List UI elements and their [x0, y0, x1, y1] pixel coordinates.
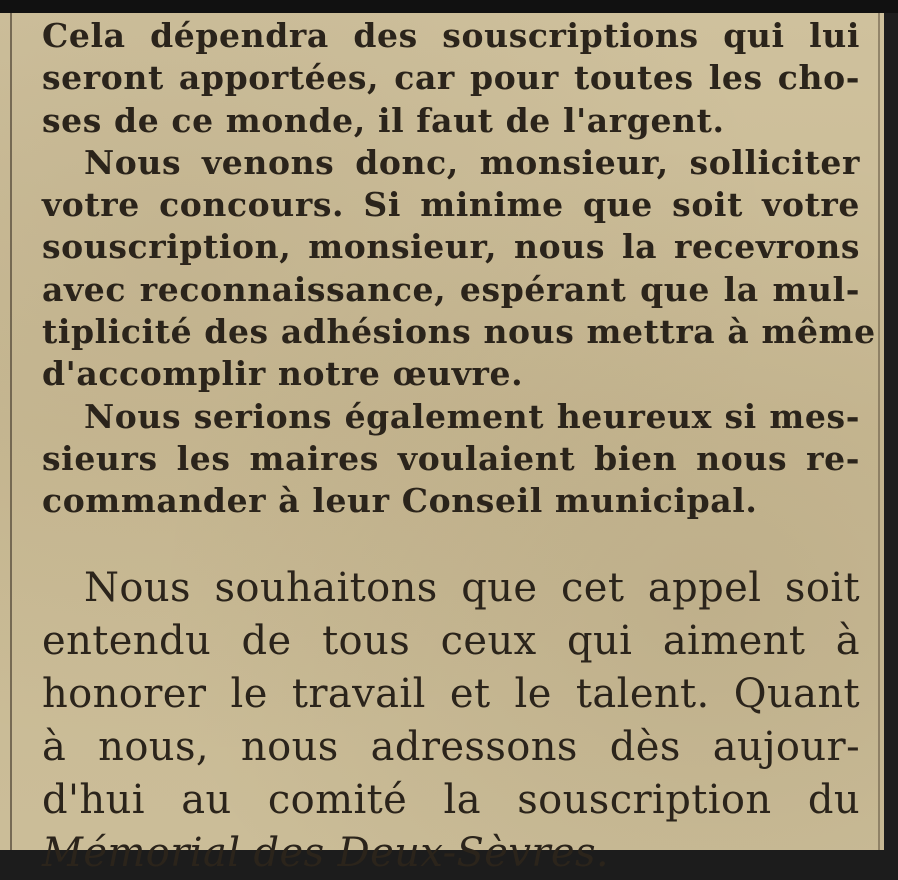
- column-rule-right: [878, 13, 880, 850]
- text-line: ses de ce monde, il faut de l'argent.: [42, 100, 725, 140]
- text-line: commander à leur Conseil municipal.: [42, 481, 758, 521]
- newspaper-signature: Mémorial des Deux-Sèvres.: [42, 830, 610, 876]
- viewer-right-edge: [884, 13, 898, 850]
- column-rule-left: [10, 13, 12, 850]
- text-line: sieurs les maires voulaient bien nous re-: [42, 438, 860, 478]
- text-line: Nous souhaitons que cet appel soit: [84, 565, 860, 611]
- text-line: avec reconnaissance, espérant que la mul-: [42, 269, 860, 309]
- article-text-small: [42, 15, 876, 523]
- text-line: tiplicité des adhésions nous mettra à même: [42, 312, 876, 352]
- text-line: Cela dépendra des souscriptions qui lui: [42, 16, 860, 55]
- viewer-top-bar: [0, 0, 898, 13]
- text-line: d'accomplir notre œuvre.: [42, 354, 524, 394]
- text-line: seront apportées, car pour toutes les cho-: [42, 58, 860, 98]
- text-line: votre concours. Si minime que soit votre: [42, 185, 860, 225]
- newspaper-scan: [0, 13, 884, 876]
- article-text-large: [42, 562, 860, 880]
- text-line: d'hui au comité la souscription du: [42, 777, 860, 823]
- text-line: à nous, nous adressons dès aujour-: [42, 724, 860, 770]
- text-line: Nous venons donc, monsieur, solliciter: [84, 142, 860, 182]
- text-line: souscription, monsieur, nous la recevrons: [42, 227, 860, 267]
- text-line: entendu de tous ceux qui aiment à: [42, 618, 860, 664]
- text-line: honorer le travail et le talent. Quant: [42, 671, 860, 717]
- text-line: Nous serions également heureux si mes-: [84, 396, 860, 436]
